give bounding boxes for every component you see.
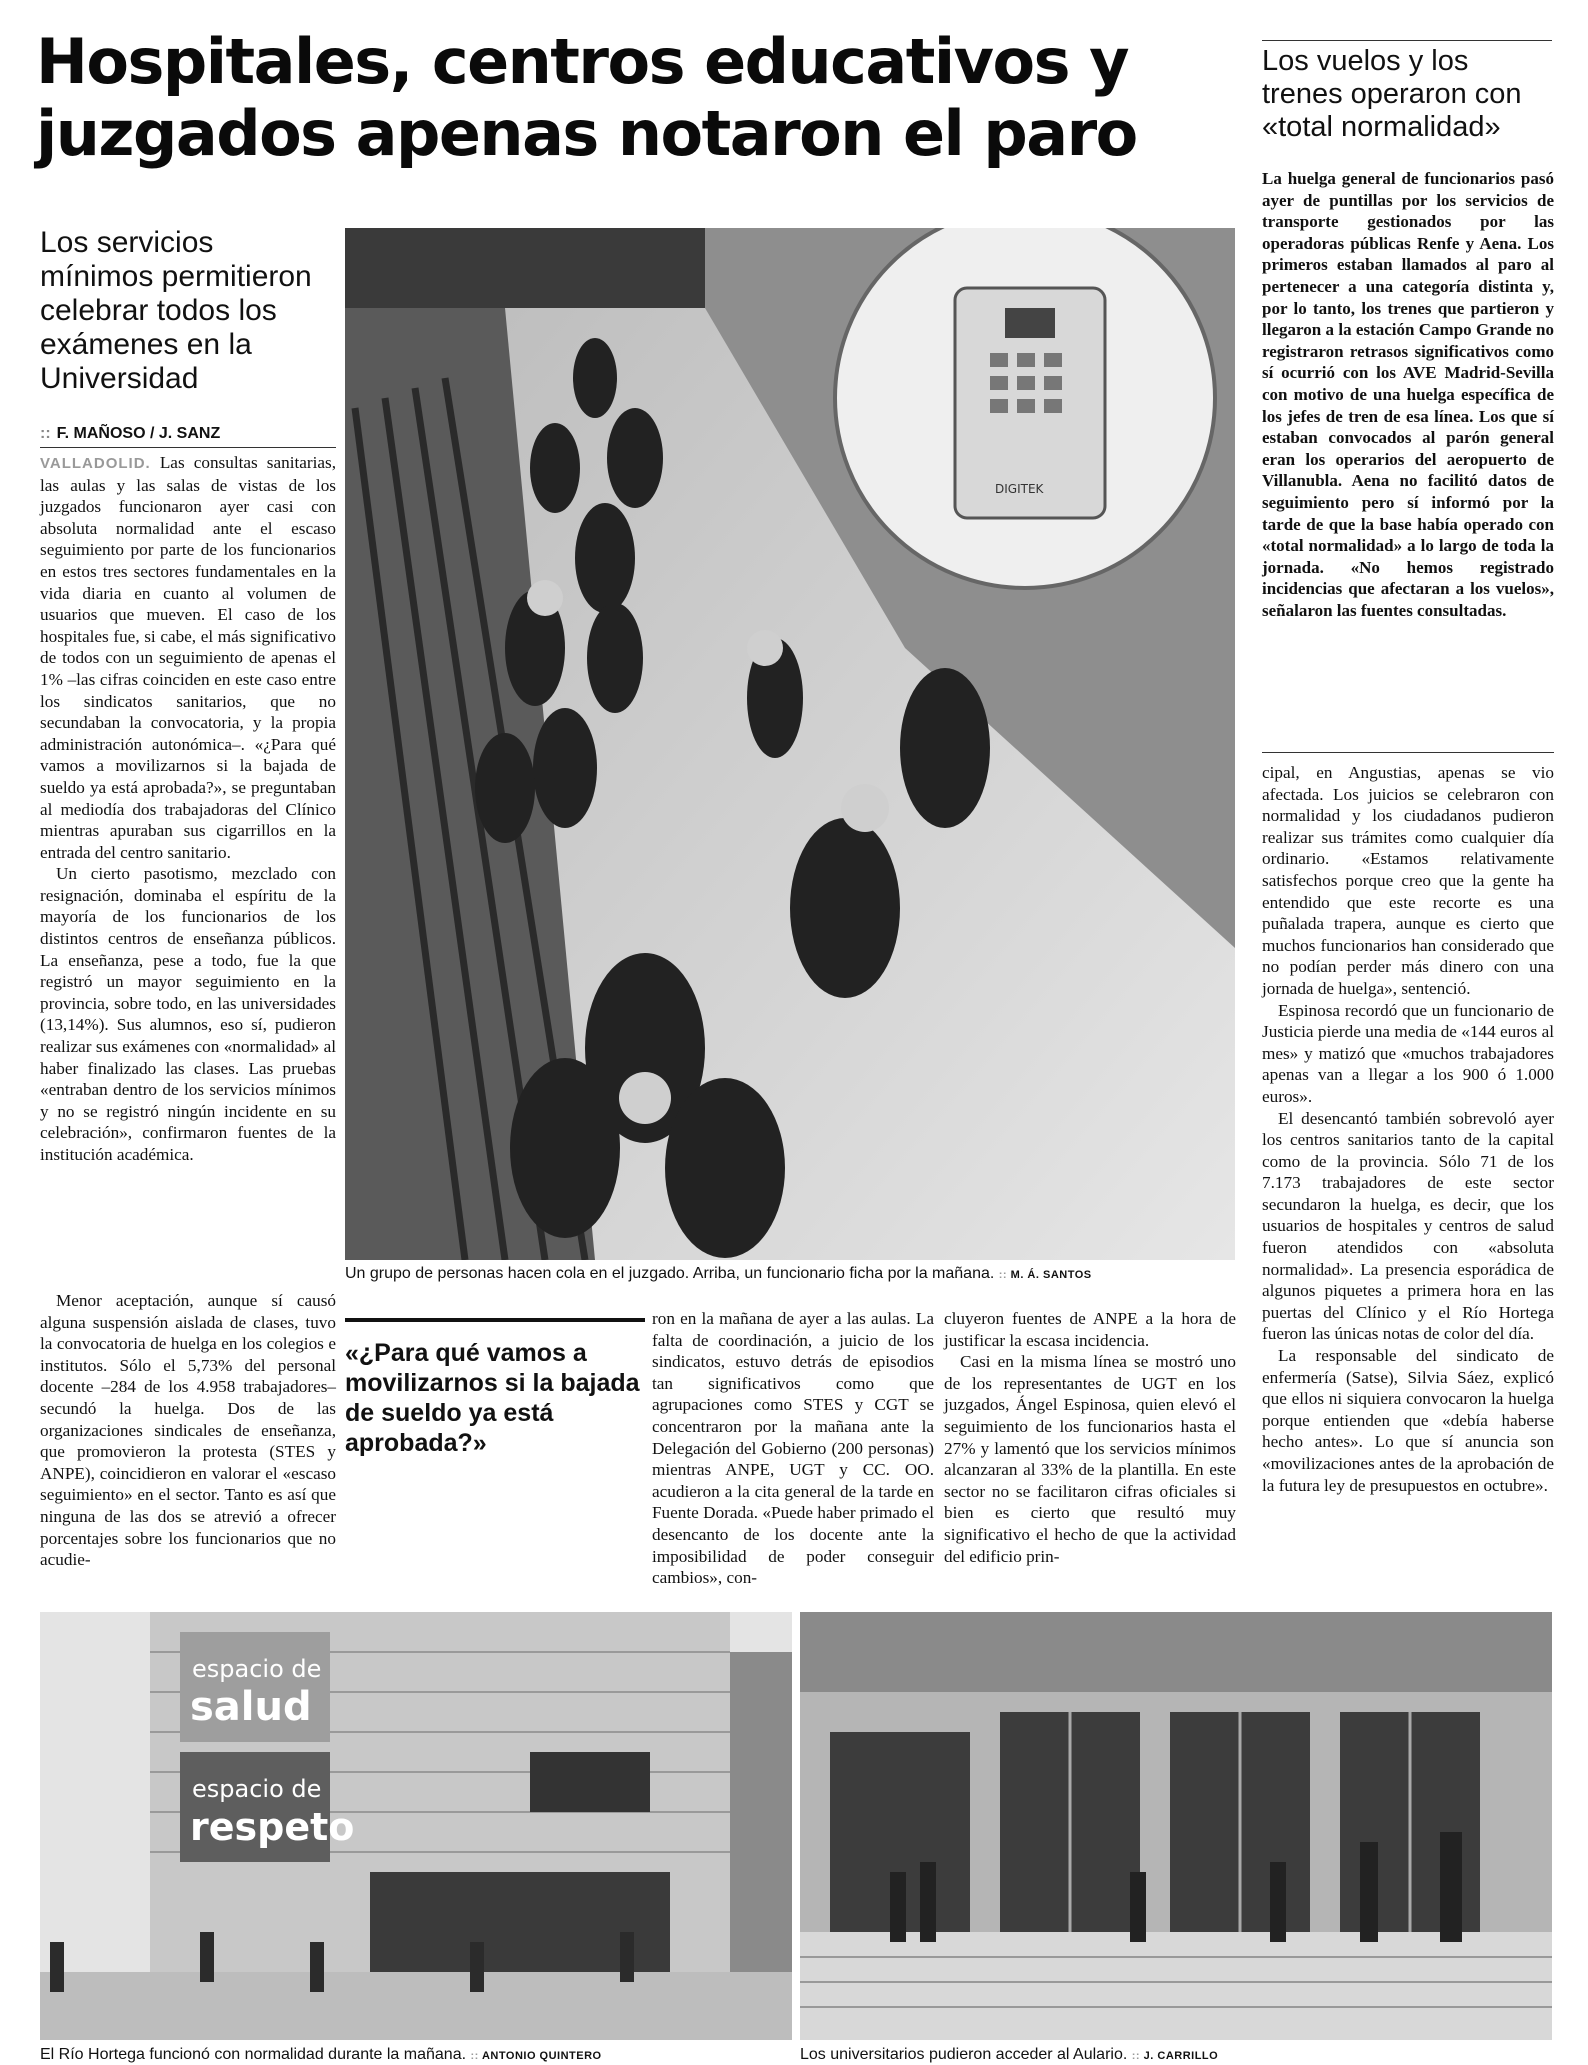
courthouse-queue-image	[345, 228, 1235, 1260]
pull-quote: «¿Para qué vamos a movilizarnos si la bajada de sueldo ya está aprobada?»	[345, 1318, 645, 1458]
caption-text: El Río Hortega funcionó con normalidad durante la mañana.	[40, 2046, 467, 2063]
main-photo	[345, 228, 1235, 1260]
headline: Hospitales, centros educativos y juzgados apenas notaron el paro	[36, 25, 1137, 170]
caption-text: Los universitarios pudieron acceder al Aulario.	[800, 2046, 1128, 2063]
paragraph: ron en la mañana de ayer a las aulas. La falta de coordinación, a juicio de los sindicatos, estuvo detrás de episodios tan significativos como que agrupaciones como STES y CGT se concentraron por la mañana ante la Delegación del Gobierno (200 personas) mientras ANPE, UGT y CC. OO. acudieron a la cita general de la tarde en Fuente Dorada. «Puede haber primado el desencanto de los docente ante la imposibilidad de poder conseguir cambios», con-	[652, 1309, 934, 1588]
article-column-1-lower	[40, 1290, 336, 1571]
article-column-4	[944, 1308, 1236, 1567]
hospital-photo	[40, 1612, 792, 2040]
paragraph: El desencantó también sobrevoló ayer los centros sanitarios tanto de la capital como de la provincia. Sólo 71 de los 7.173 trabajadores de este sector secundaron la huelga, es decir, que los usuarios de hospitales y centros de salud fueron atendidos con «absoluta normalidad». La presencia esporádica de algunos piquetes a primera hora en las puertas del Clínico y el Río Hortega fueron las únicas notas de color del día.	[1262, 1108, 1554, 1344]
paragraph: Casi en la misma línea se mostró uno de los representantes de UGT en los juzgados, Ángel Espinosa, quien elevó el seguimiento de los funcionarios hasta el 27% y lamentó que los servicios mínimos alcanzaran al 33% de la plantilla. En este sector no se facilitaron cifras oficiales si bien es cierto que resultó muy significativo el hecho de que la actividad del edificio prin-	[944, 1352, 1236, 1566]
paragraph: cipal, en Angustias, apenas se vio afectada. Los juicios se celebraron con normalidad y los ciudadanos pudieron realizar sus trámites como cualquier día ordinario. «Estamos relativamente satisfechos porque creo que la gente ha entendido que este recorte es una puñalada trapera, aunque es cierto que muchos funcionarios han considerado que no podían perder más dinero con una jornada de huelga», sentenció.	[1262, 763, 1554, 998]
caption-text: Un grupo de personas hacen cola en el juzgado. Arriba, un funcionario ficha por la mañana.	[345, 1265, 995, 1282]
paragraph: La responsable del sindicato de enfermería (Satse), Silvia Sáez, explicó que ellos ni siquiera convocaron la huelga porque entienden que «debía haberse hecho antes». Lo que sí anuncia son «movilizaciones antes de la aprobación de la futura ley de presupuestos en octubre».	[1262, 1346, 1554, 1495]
sign-text: espacio de	[192, 1655, 322, 1683]
university-photo-caption	[800, 2046, 1552, 2064]
clock-brand-label: DIGITEK	[995, 482, 1044, 496]
subheadline: Los servicios mínimos permitieron celebrar todos los exámenes en la Universidad	[40, 226, 312, 395]
university-building-image	[800, 1612, 1552, 2040]
byline-marker-icon: ::	[40, 425, 51, 442]
dateline: VALLADOLID.	[40, 455, 151, 472]
article-column-1	[40, 452, 336, 1166]
paragraph: Un cierto pasotismo, mezclado con resignación, dominaba el espíritu de la mayoría de los funcionarios de los distintos centros de enseñanza públicos. La enseñanza, pese a todo, fue la que registró un mayor seguimiento en la provincia, sobre todo, en las universidades (13,14%). Sus alumnos, eso sí, pudieron realizar sus exámenes con «normalidad» al haber finalizado las clases. Las pruebas «entraban dentro de los servicios mínimos y no se registró ningún incidente en su celebración», confirmaron fuentes de la institución académica.	[40, 864, 336, 1164]
photo-credit: :: M. Á. SANTOS	[998, 1269, 1092, 1281]
university-photo	[800, 1612, 1552, 2040]
byline-authors: F. MAÑOSO / J. SANZ	[56, 425, 221, 442]
article-column-5	[1262, 762, 1554, 1496]
paragraph: Espinosa recordó que un funcionario de Justicia pierde una media de «144 euros al mes» y matizó que «muchos trabajadores apenas van a llegar a los 900 ó 1.000 euros».	[1262, 1000, 1554, 1106]
sidebar-divider	[1262, 752, 1554, 753]
sign-text: espacio de	[192, 1775, 322, 1803]
sign-text: salud	[190, 1684, 312, 1730]
sidebar-body: La huelga general de funcionarios pasó ayer de puntillas por los servicios de transporte gestionados por las operadoras públicas Renfe y Aena. Los primeros estaban llamados al paro al pertenecer a una categoría distinta y, por lo tanto, los trenes que partieron y llegaron a la estación Campo Grande no registraron retrasos significativos como sí ocurrió con los AVE Madrid-Sevilla con motivo de una huelga específica de los jefes de tren de esa línea. Los que sí estaban convocados al parón general eran los operarios del aeropuerto de Villanubla. Aena no facilitó datos de seguimiento pero sí informó por la tarde de que la base había operado con «total normalidad» a lo largo de toda la jornada. «No hemos registrado incidencias que afectaran a los vuelos», señalaron las fuentes consultadas.	[1262, 169, 1554, 620]
byline	[40, 425, 336, 448]
sign-text: respeto	[190, 1805, 355, 1849]
paragraph: VALLADOLID. Las consultas sanitarias, las aulas y las salas de vistas de los juzgados funcionaron ayer casi con absoluta normalidad ante el escaso seguimiento por parte de los funcionarios en estos tres sectores fundamentales en la vida diaria en cuanto al volumen de usuarios que mueven. El caso de los hospitales fue, si cabe, el más significativo de todos con un seguimiento de apenas el 1% –las cifras coinciden en este caso entre los sindicatos sanitarios, que no secundaban la convocatoria, y la propia administración autonómica–. «¿Para qué vamos a movilizarnos si la bajada de sueldo ya está aprobada?», se preguntaban al mediodía dos trabajadoras del Clínico mientras apuraban sus cigarrillos en la entrada del centro sanitario.	[40, 453, 336, 862]
hospital-photo-caption	[40, 2046, 792, 2064]
photo-credit: :: J. CARRILLO	[1131, 2050, 1219, 2062]
main-photo-caption	[345, 1265, 1235, 1283]
hospital-building-image	[40, 1612, 792, 2040]
photo-credit: :: ANTONIO QUINTERO	[470, 2050, 602, 2062]
paragraph: cluyeron fuentes de ANPE a la hora de justificar la escasa incidencia.	[944, 1309, 1236, 1350]
paragraph: Menor aceptación, aunque sí causó alguna suspensión aislada de clases, tuvo la convocatoria de huelga en los colegios e institutos. Sólo el 5,73% del personal docente –284 de los 4.958 trabajadores– secundó la huelga. Dos de las organizaciones sindicales de enseñanza, que promovieron la protesta (STES y ANPE), coincidieron en valorar el «escaso seguimiento» en el sector. Tanto es así que ninguna de las dos se atrevió a ofrecer porcentajes sobre los funcionarios que no acudie-	[40, 1291, 336, 1570]
article-column-3	[652, 1308, 934, 1589]
sidebar-title: Los vuelos y los trenes operaron con «total normalidad»	[1262, 40, 1552, 144]
